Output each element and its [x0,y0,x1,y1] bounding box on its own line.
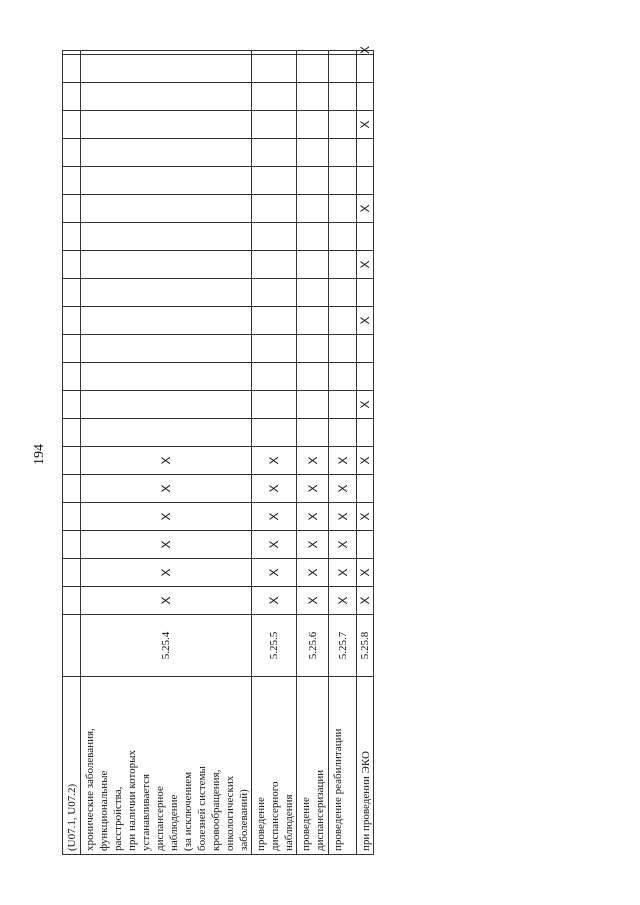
mark-cell [63,587,81,615]
mark-cell [63,559,81,587]
mark-cell: X [329,475,357,503]
mark-cell [252,391,297,419]
row-label-line: хронические заболевания, [84,728,96,851]
mark-cell [357,167,374,195]
mark-cell: X [357,391,374,419]
mark-cell [252,251,297,279]
mark-cell: X [297,503,329,531]
mark-cell [357,223,374,251]
mark-cell [63,223,81,251]
row-label-line: заболеваний) [238,789,250,851]
mark-cell: X [357,195,374,223]
table-row [63,51,81,855]
row-label [329,677,357,855]
mark-cell: X [81,531,252,559]
mark-cell [329,251,357,279]
mark-cell [252,223,297,251]
mark-cell [329,55,357,83]
mark-cell: X [329,587,357,615]
row-label-line: при наличии которых [126,749,138,851]
mark-cell [297,363,329,391]
mark-cell: X [297,447,329,475]
mark-cell [63,447,81,475]
row-label-line: (за исключением [182,771,194,851]
row-label-line: диспансерное [154,786,166,851]
mark-cell [329,279,357,307]
mark-cell [297,251,329,279]
mark-cell [297,83,329,111]
mark-cell [63,251,81,279]
table-row [357,51,374,855]
mark-cell [81,51,252,55]
mark-cell: X [357,251,374,279]
mark-cell [63,167,81,195]
mark-cell [297,195,329,223]
row-label [81,677,252,855]
row-label [297,677,329,855]
mark-cell: X [329,531,357,559]
mark-cell [81,391,252,419]
mark-cell [63,55,81,83]
row-label-line: проведение [300,797,312,851]
mark-cell [252,167,297,195]
mark-cell [329,111,357,139]
mark-cell [357,475,374,503]
mark-cell [297,391,329,419]
row-label-line: онкологических [224,775,236,851]
mark-cell [252,307,297,335]
mark-cell: X [81,559,252,587]
mark-cell [297,51,329,55]
mark-cell [329,391,357,419]
mark-cell [357,531,374,559]
row-code: 5.25.7 [329,615,357,677]
row-label [252,677,297,855]
row-label-line: проведение [255,797,267,851]
mark-cell: X [252,447,297,475]
mark-cell: X [252,587,297,615]
mark-cell [81,111,252,139]
mark-cell [63,111,81,139]
row-label-line: наблюдение [168,794,180,851]
mark-cell [357,419,374,447]
table-row [252,51,297,855]
mark-cell [81,83,252,111]
mark-cell: X [297,559,329,587]
mark-cell [252,51,297,55]
mark-cell [252,111,297,139]
mark-cell: X [252,475,297,503]
row-label-line: диспансеризации [314,769,326,851]
rotated-table-container [62,45,372,855]
mark-cell [81,279,252,307]
mark-cell [357,335,374,363]
mark-cell: X [297,475,329,503]
mark-cell [63,279,81,307]
mark-cell [297,167,329,195]
mark-cell: X [297,531,329,559]
mark-cell [329,195,357,223]
row-label [357,677,374,855]
mark-cell: X [252,531,297,559]
mark-cell [81,139,252,167]
mark-cell [252,279,297,307]
row-code: 5.25.6 [297,615,329,677]
mark-cell [297,335,329,363]
mark-cell [252,83,297,111]
row-label-line: диспансерного [269,781,281,851]
row-label-line: (U07.1, U07.2) [66,783,78,851]
row-label-line: расстройства, [112,786,124,851]
mark-cell [63,51,81,55]
mark-cell [81,307,252,335]
row-label-line: функциональные [98,770,110,851]
mark-cell [63,363,81,391]
mark-cell: X [329,503,357,531]
mark-cell [357,55,374,83]
mark-cell [252,139,297,167]
mark-cell [63,195,81,223]
row-label-line: кровообращения, [210,769,222,851]
row-label-line: наблюдения [283,794,295,851]
mark-cell [63,139,81,167]
mark-cell [81,335,252,363]
row-label-line: устанавливается [140,773,152,851]
mark-cell: X [81,587,252,615]
mark-cell [329,223,357,251]
mark-cell [329,335,357,363]
mark-cell [329,139,357,167]
mark-cell [357,363,374,391]
row-label-line: при проведении ЭКО [360,751,372,851]
mark-cell: X [357,111,374,139]
mark-cell [63,391,81,419]
mark-cell [357,139,374,167]
mark-cell [357,83,374,111]
mark-cell [63,531,81,559]
row-code: 5.25.4 [81,615,252,677]
mark-cell [63,475,81,503]
mark-cell [81,195,252,223]
mark-cell [329,167,357,195]
mark-cell [252,195,297,223]
mark-cell [329,51,357,55]
mark-cell [63,83,81,111]
row-code [63,615,81,677]
row-code: 5.25.5 [252,615,297,677]
table-row [329,51,357,855]
mark-cell [252,55,297,83]
mark-cell [252,335,297,363]
mark-cell: X [81,503,252,531]
mark-cell [329,419,357,447]
row-code: 5.25.8 [357,615,374,677]
mark-cell [297,307,329,335]
page-number: 194 [32,444,47,465]
mark-cell [63,503,81,531]
row-label-line: проведение реабилитации [332,728,344,851]
mark-cell [297,111,329,139]
mark-cell [297,223,329,251]
mark-cell [63,335,81,363]
mark-cell [329,363,357,391]
mark-cell [81,223,252,251]
table-row [297,51,329,855]
mark-cell [81,363,252,391]
mark-cell [252,419,297,447]
mark-cell: X [357,307,374,335]
mark-cell: X [357,503,374,531]
mark-cell [81,167,252,195]
mark-cell [81,55,252,83]
mark-cell [81,419,252,447]
mark-cell [81,251,252,279]
mark-cell: X [358,45,372,54]
mark-cell [297,55,329,83]
mark-cell: X [81,475,252,503]
mark-cell [297,139,329,167]
mark-cell [329,83,357,111]
table-row [81,51,252,855]
mark-cell [63,419,81,447]
mark-cell [63,307,81,335]
mark-cell: X [81,447,252,475]
data-table [62,45,374,855]
mark-cell [297,279,329,307]
mark-cell: X [357,559,374,587]
mark-cell: X [297,587,329,615]
mark-cell: X [329,447,357,475]
mark-cell: X [252,503,297,531]
mark-cell: X [329,559,357,587]
mark-cell: X [252,559,297,587]
row-label [63,677,81,855]
mark-cell [297,419,329,447]
mark-cell [357,279,374,307]
mark-cell: X [357,447,374,475]
mark-cell: X [357,587,374,615]
mark-cell [252,363,297,391]
row-label-line: болезней системы [196,766,208,851]
mark-cell [329,307,357,335]
